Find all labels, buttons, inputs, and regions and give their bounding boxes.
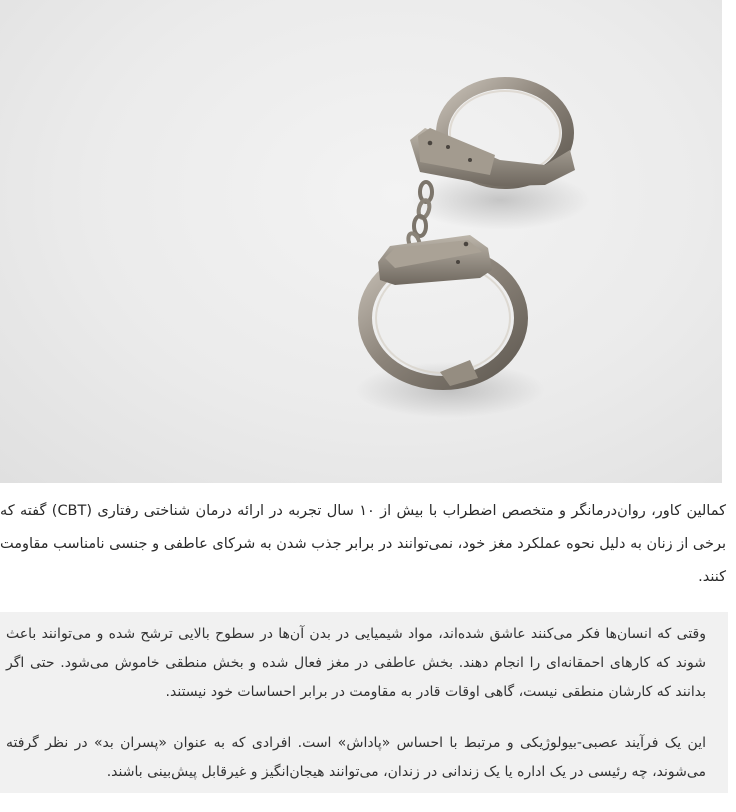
quote-paragraph: وقتی که انسان‌ها فکر می‌کنند عاشق شده‌اند، مواد شیمیایی در بدن آن‌ها در سطوح بالایی ترشح شده و می‌توانند باعث شوند که کارهای احمقانه‌ای را انجام دهند. بخش عاطفی در مغز فعال شده و بخش منطقی خاموش می‌شود. حتی اگر بدانند که کارشان منطقی نیست، گاهی اوقات قادر به مقاومت در برابر احساسات خود نیستند. [6,626,706,700]
article-body [0,495,728,793]
quote-block [0,612,728,793]
quote-paragraph: این یک فرآیند عصبی-بیولوژیکی و مرتبط با احساس «پاداش» است. افرادی که به عنوان «پسران بد» در نظر گرفته می‌شوند، چه رئیسی در یک اداره یا یک زندانی در زندان، می‌توانند هیجان‌انگیز و غیرقابل پیش‌بینی باشند. [6,735,706,780]
lead-paragraph: کمالین کاور، روان‌درمانگر و متخصص اضطراب با بیش از ۱۰ سال تجربه در ارائه درمان شناختی رفتاری (CBT) گفته که برخی از زنان به دلیل نحوه عملکرد مغز خود، نمی‌توانند در برابر جذب شدن به شرکای عاطفی و جنسی نامناسب مقاومت کنند. [0,503,727,585]
